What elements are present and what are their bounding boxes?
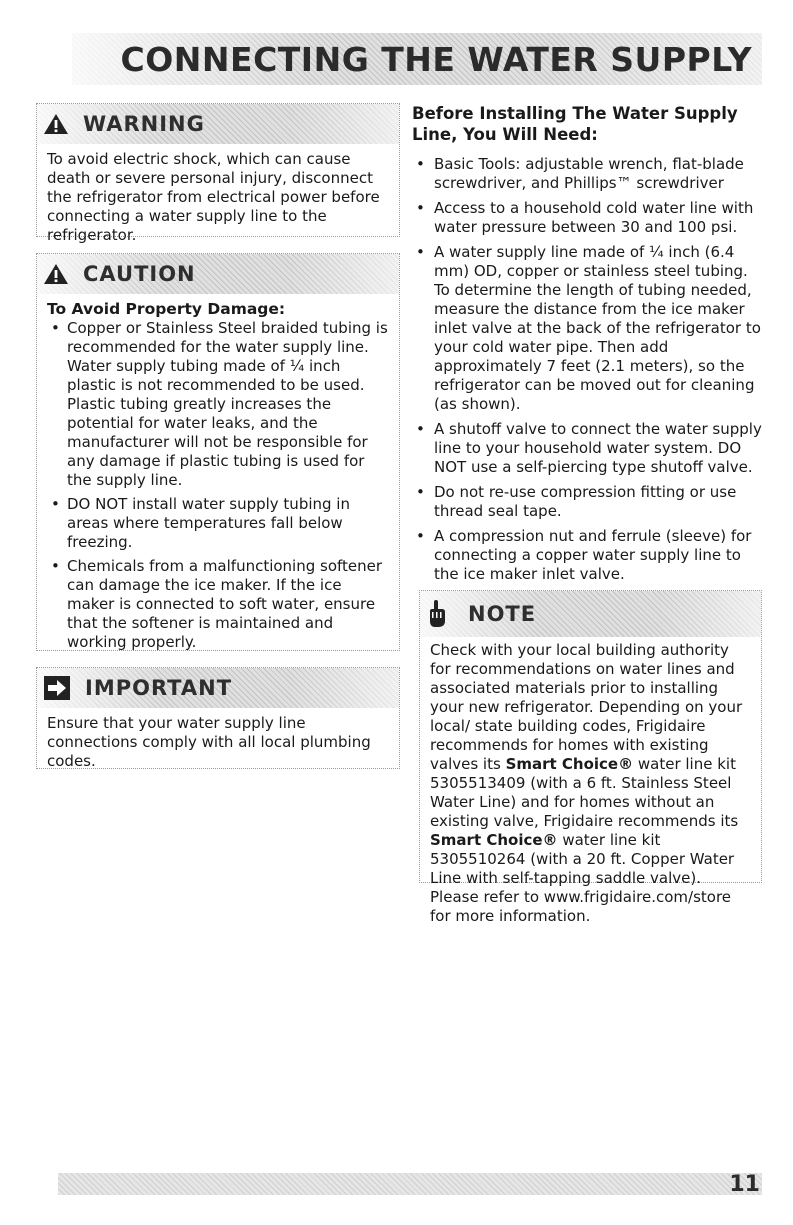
before-installing-section <box>412 103 762 590</box>
note-header <box>420 591 761 637</box>
caution-triangle-icon <box>43 262 69 286</box>
warning-box <box>36 103 400 244</box>
list-item: • A water supply line made of ¼ inch (6.4 mm) OD, copper or stainless steel tubing. To determine the length of tubing needed, measure the distance from the ice maker inlet valve at the back of the refrigerator to your cold water pipe. Then add approximately 7 feet (2.1 meters), so the refrigerator can be moved out for cleaning (as shown). <box>412 243 762 414</box>
caution-list <box>47 319 389 652</box>
note-text-3: water line kit 5305510264 (with a 20 ft. Copper Water Line with self-tapping saddle valve). Please refer to www.frigidaire.com/store for more information. <box>430 831 735 925</box>
caution-label: CAUTION <box>83 262 196 286</box>
page-number: 11 <box>729 1171 760 1197</box>
before-heading: Before Installing The Water Supply Line, You Will Need: <box>412 104 738 144</box>
title-banner <box>72 33 762 85</box>
warning-label: WARNING <box>83 112 205 136</box>
caution-subhead: To Avoid Property Damage: <box>47 300 286 318</box>
important-header <box>37 668 399 708</box>
important-label: IMPORTANT <box>85 676 233 700</box>
warning-header <box>37 104 399 144</box>
note-text <box>430 641 751 926</box>
arrow-right-box-icon <box>43 675 71 701</box>
list-item: • A compression nut and ferrule (sleeve) for connecting a copper water supply line to the ice maker inlet valve. <box>412 527 762 584</box>
important-text: Ensure that your water supply line connections comply with all local plumbing codes. <box>47 714 371 770</box>
page-title: CONNECTING THE WATER SUPPLY <box>120 39 752 79</box>
page-footer-bar <box>58 1173 762 1195</box>
list-item: • A shutoff valve to connect the water supply line to your household water system. DO NOT use a self-piercing type shutoff valve. <box>412 420 762 477</box>
warning-text: To avoid electric shock, which can cause death or severe personal injury, disconnect the refrigerator from electrical power before connecting a water supply line to the refrigerator. <box>47 150 380 244</box>
note-text-1: Check with your local building authority for recommendations on water lines and associated materials prior to installing your new refrigerator. Depending on your local/ state building codes, Frigidaire recommends for homes with existing valves its <box>430 641 743 773</box>
caution-header <box>37 254 399 294</box>
note-text-2: water line kit 5305513409 (with a 6 ft. Stainless Steel Water Line) and for homes without an existing valve, Frigidaire recommends its <box>430 755 739 830</box>
smart-choice-brand: Smart Choice® <box>430 831 558 849</box>
list-item: • Chemicals from a malfunctioning softener can damage the ice maker. If the ice maker is connected to soft water, ensure that the softener is maintained and working properly. <box>47 557 389 652</box>
note-box <box>419 590 762 925</box>
list-item: • Do not re-use compression fitting or use thread seal tape. <box>412 483 762 521</box>
list-item: • Copper or Stainless Steel braided tubing is recommended for the water supply line. Water supply tubing made of ¼ inch plastic is not recommended to be used. Plastic tubing greatly increases the potential for water leaks, and the manufacturer will not be responsible for any damage if plastic tubing is used for the supply line. <box>47 319 389 490</box>
before-list <box>412 155 762 584</box>
list-item: • DO NOT install water supply tubing in areas where temperatures fall below freezing. <box>47 495 389 552</box>
important-box <box>36 667 400 769</box>
warning-triangle-icon <box>43 112 69 136</box>
list-item: • Basic Tools: adjustable wrench, flat-blade screwdriver, and Phillips™ screwdriver <box>412 155 762 193</box>
smart-choice-brand: Smart Choice® <box>505 755 634 773</box>
list-item: • Access to a household cold water line with water pressure between 30 and 100 psi. <box>412 199 762 237</box>
hand-pointing-icon <box>426 599 448 629</box>
note-label: NOTE <box>468 602 537 626</box>
caution-box <box>36 253 400 651</box>
